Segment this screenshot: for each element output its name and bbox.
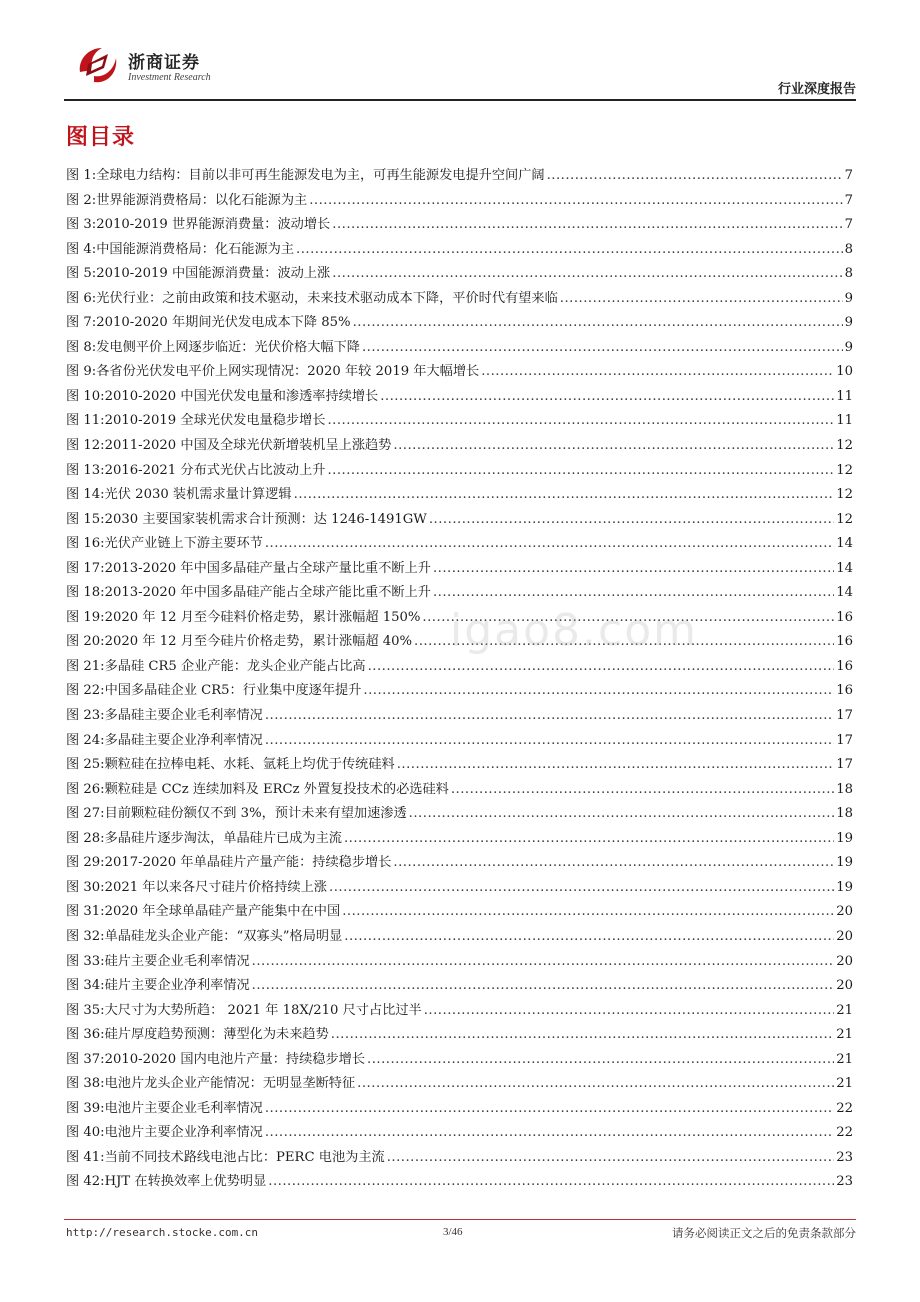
toc-entry[interactable] [66,434,853,459]
toc-entry-title: 中国多晶硅企业 CR5：行业集中度逐年提升 [104,683,362,699]
toc-entry-title: 发电侧平价上网逐步临近：光伏价格大幅下降 [96,339,360,355]
toc-entry-title: 颗粒硅在拉棒电耗、水耗、氩耗上均优于传统硅料 [104,757,395,773]
toc-entry-page: 9 [844,315,853,331]
toc-entry-page: 18 [836,806,853,822]
toc-dot-leader [344,827,834,852]
watermark: igao8.com [450,605,698,656]
toc-entry-page: 12 [836,462,853,478]
toc-entry-page: 7 [844,168,853,183]
toc-entry-label: 图 4: [66,241,97,257]
toc-entry-title: 单晶硅龙头企业产能：“双寡头”格局明显 [104,928,343,944]
toc-entry-title: 电池片主要企业毛利率情况 [104,1100,263,1116]
toc-dot-leader [363,679,834,704]
toc-entry[interactable] [66,925,853,950]
toc-dot-leader [294,483,835,508]
toc-dot-leader [268,1170,834,1195]
toc-entry-label: 图 27: [66,806,105,822]
toc-entry-label: 图 39: [66,1100,105,1116]
toc-entry-page: 23 [836,1149,853,1165]
toc-entry-title: 电池片龙头企业产能情况：无明显垄断特征 [104,1076,356,1092]
toc-entry-label: 图 38: [66,1076,105,1092]
toc-entry-page: 9 [844,290,853,306]
toc-entry-page: 14 [836,585,853,601]
toc-entry-title: 多晶硅主要企业毛利率情况 [104,708,263,724]
toc-entry[interactable] [66,238,853,263]
toc-entry-page: 19 [836,879,853,895]
toc-entry-page: 11 [836,413,853,429]
logo-english-name: Investment Research [128,72,211,83]
toc-entry[interactable] [66,704,853,729]
figure-toc-title: 图目录 [66,125,136,150]
toc-entry-page: 22 [836,1125,853,1141]
toc-entry[interactable] [66,1121,853,1146]
toc-dot-leader [329,876,834,901]
toc-entry-page: 12 [836,511,853,527]
toc-entry[interactable] [66,950,853,975]
toc-entry[interactable] [66,1146,853,1171]
toc-entry[interactable] [66,557,853,582]
toc-entry-page: 9 [844,339,853,355]
toc-entry-label: 图 21: [66,658,105,674]
toc-entry-title: 2010-2019 全球光伏发电量稳步增长 [104,413,326,429]
footer-divider [64,1219,856,1220]
toc-entry-page: 21 [836,1076,853,1092]
toc-entry-label: 图 5: [66,266,97,282]
toc-entry-title: 目前颗粒硅份额仅不到 3%，预计未来有望加速渗透 [104,806,407,822]
toc-dot-leader [265,532,834,557]
toc-dot-leader [387,1146,835,1171]
toc-dot-leader [433,557,834,582]
toc-entry[interactable] [66,483,853,508]
toc-entry-label: 图 35: [66,1002,105,1018]
toc-entry-title: 2020 年 12 月至今硅片价格走势，累计涨幅超 40% [104,634,413,650]
toc-entry-label: 图 23: [66,708,105,724]
toc-entry-page: 20 [836,953,853,969]
toc-entry-title: 2030 主要国家装机需求合计预测：达 1246-1491GW [104,511,427,527]
toc-entry-label: 图 28: [66,830,105,846]
toc-entry-title: 多晶硅片逐步淘汰，单晶硅片已成为主流 [104,830,342,846]
toc-entry-label: 图 10: [66,388,105,404]
toc-dot-leader [433,581,834,606]
toc-dot-leader [265,1097,834,1122]
toc-entry-title: 硅片主要企业毛利率情况 [104,953,250,969]
header-divider [64,99,856,101]
toc-entry-label: 图 17: [66,560,105,576]
toc-entry-label: 图 40: [66,1125,105,1141]
toc-entry-label: 图 25: [66,757,105,773]
toc-entry[interactable] [66,581,853,606]
toc-entry-title: 光伏产业链上下游主要环节 [104,536,263,552]
toc-entry-page: 16 [836,683,853,699]
toc-entry-page: 17 [836,757,853,773]
toc-entry-label: 图 11: [66,413,105,429]
toc-entry[interactable] [66,876,853,901]
toc-dot-leader [252,950,835,975]
toc-entry-label: 图 3: [66,217,97,233]
logo-chinese-name: 浙商证券 [128,53,200,73]
toc-entry[interactable] [66,827,853,852]
toc-entry-title: 2013-2020 年中国多晶硅产能占全球产能比重不断上升 [104,585,431,601]
toc-dot-leader [327,409,834,434]
toc-entry[interactable] [66,679,853,704]
toc-entry[interactable] [66,1048,853,1073]
toc-dot-leader [332,213,842,238]
toc-dot-leader [547,164,843,189]
toc-entry-title: 硅片厚度趋势预测：薄型化为未来趋势 [104,1027,329,1043]
toc-entry[interactable] [66,974,853,999]
toc-dot-leader [327,459,834,484]
toc-entry[interactable] [66,262,853,287]
toc-entry[interactable] [66,1170,853,1195]
toc-entry[interactable] [66,213,853,238]
toc-dot-leader [409,802,835,827]
toc-entry-title: 2010-2020 国内电池片产量：持续稳步增长 [104,1051,366,1067]
toc-dot-leader [560,287,843,312]
toc-entry[interactable] [66,311,853,336]
toc-entry[interactable] [66,802,853,827]
toc-dot-leader [362,336,843,361]
toc-dot-leader [344,925,834,950]
toc-entry-label: 图 29: [66,855,105,871]
toc-entry[interactable] [66,729,853,754]
toc-entry-label: 图 14: [66,487,105,503]
toc-entry-page: 12 [836,487,853,503]
toc-dot-leader [309,189,842,214]
toc-entry[interactable] [66,1072,853,1097]
toc-entry-page: 22 [836,1100,853,1116]
toc-dot-leader [367,1048,834,1073]
toc-entry[interactable] [66,1097,853,1122]
toc-entry-label: 图 1: [66,168,97,183]
toc-entry-title: 多晶硅主要企业净利率情况 [104,732,263,748]
toc-entry-page: 21 [836,1027,853,1043]
footer-disclaimer: 请务必阅读正文之后的免责条款部分 [672,1226,856,1240]
toc-entry-page: 16 [836,658,853,674]
toc-dot-leader [393,851,834,876]
toc-entry-page: 10 [836,364,853,380]
toc-entry-label: 图 15: [66,511,105,527]
toc-entry-title: 光伏 2030 装机需求量计算逻辑 [104,487,292,503]
toc-entry-page: 14 [836,560,853,576]
toc-entry-label: 图 36: [66,1027,105,1043]
toc-entry-label: 图 34: [66,978,105,994]
toc-entry-page: 8 [844,241,853,257]
toc-entry[interactable] [66,900,853,925]
toc-dot-leader [393,434,834,459]
toc-entry[interactable] [66,336,853,361]
toc-dot-leader [429,508,834,533]
toc-entry-title: 2016-2021 分布式光伏占比波动上升 [104,462,326,478]
toc-entry-title: 中国能源消费格局：化石能源为主 [96,241,295,257]
report-type-label: 行业深度报告 [777,82,856,97]
toc-entry-title: 多晶硅 CR5 企业产能：龙头企业产能占比高 [104,658,366,674]
toc-entry-title: 颗粒硅是 CCz 连续加料及 ERCz 外置复投技术的必选硅料 [104,781,449,797]
toc-entry-label: 图 30: [66,879,105,895]
toc-entry-title: 2013-2020 年中国多晶硅产量占全球产量比重不断上升 [104,560,431,576]
toc-entry-title: 2011-2020 中国及全球光伏新增装机呈上涨趋势 [104,438,392,454]
toc-entry-label: 图 20: [66,634,105,650]
toc-entry-page: 8 [844,266,853,282]
toc-entry-page: 21 [836,1051,853,1067]
toc-entry-title: 光伏行业：之前由政策和技术驱动，未来技术驱动成本下降，平价时代有望来临 [96,290,558,306]
toc-entry-page: 11 [836,388,853,404]
toc-dot-leader [451,778,834,803]
toc-entry-page: 16 [836,634,853,650]
toc-entry-label: 图 8: [66,339,97,355]
toc-entry[interactable] [66,999,853,1024]
page-number: 3/46 [443,1226,463,1238]
toc-entry-title: 2017-2020 年单晶硅片产量产能：持续稳步增长 [104,855,392,871]
toc-entry-title: 世界能源消费格局：以化石能源为主 [96,192,308,208]
toc-dot-leader [424,999,834,1024]
toc-entry-page: 7 [844,217,853,233]
figure-toc-list [66,164,853,1195]
toc-entry-label: 图 6: [66,290,97,306]
toc-entry-label: 图 37: [66,1051,105,1067]
toc-dot-leader [357,1072,834,1097]
toc-entry-title: 2010-2019 世界能源消费量：波动增长 [96,217,331,233]
toc-dot-leader [380,385,834,410]
toc-entry-label: 图 7: [66,315,97,331]
toc-dot-leader [481,360,834,385]
toc-entry-page: 14 [836,536,853,552]
toc-entry-title: 2020 年全球单晶硅产量产能集中在中国 [104,904,341,920]
toc-entry-label: 图 12: [66,438,105,454]
toc-entry[interactable] [66,360,853,385]
toc-entry-label: 图 24: [66,732,105,748]
toc-dot-leader [397,753,834,778]
toc-entry[interactable] [66,778,853,803]
toc-dot-leader [353,311,843,336]
toc-entry[interactable] [66,851,853,876]
toc-entry[interactable] [66,287,853,312]
toc-entry-label: 图 18: [66,585,105,601]
toc-dot-leader [265,704,834,729]
toc-entry-title: 大尺寸为大势所趋： 2021 年 18X/210 尺寸占比过半 [104,1002,422,1018]
toc-entry-label: 图 13: [66,462,105,478]
toc-entry-label: 图 31: [66,904,105,920]
toc-entry-title: 2020 年 12 月至今硅料价格走势，累计涨幅超 150% [104,609,421,625]
toc-dot-leader [368,655,835,680]
toc-entry-page: 20 [836,978,853,994]
toc-entry-title: 电池片主要企业净利率情况 [104,1125,263,1141]
toc-entry-title: 2010-2019 中国能源消费量：波动上涨 [96,266,331,282]
toc-entry-title: 2010-2020 年期间光伏发电成本下降 85% [96,315,351,331]
toc-entry[interactable] [66,753,853,778]
toc-dot-leader [252,974,835,999]
toc-entry-label: 图 42: [66,1174,105,1190]
toc-dot-leader [331,1023,834,1048]
toc-entry-page: 21 [836,1002,853,1018]
toc-entry-page: 23 [836,1174,853,1190]
toc-entry-label: 图 33: [66,953,105,969]
toc-entry-page: 16 [836,609,853,625]
toc-dot-leader [296,238,843,263]
toc-entry[interactable] [66,385,853,410]
toc-entry-label: 图 9: [66,364,97,380]
toc-entry-page: 7 [844,192,853,208]
toc-entry[interactable] [66,532,853,557]
toc-entry-label: 图 16: [66,536,105,552]
toc-entry-page: 19 [836,830,853,846]
toc-entry-label: 图 41: [66,1149,105,1165]
toc-entry-page: 20 [836,928,853,944]
footer-url-link[interactable]: http://research.stocke.com.cn [66,1226,259,1239]
toc-dot-leader [265,1121,834,1146]
page-header [64,36,856,96]
toc-entry-title: 2010-2020 中国光伏发电量和渗透率持续增长 [104,388,379,404]
toc-entry-title: 各省份光伏发电平价上网实现情况：2020 年较 2019 年大幅增长 [96,364,480,380]
toc-entry-label: 图 26: [66,781,105,797]
zheshang-logo-icon [74,42,122,86]
toc-entry[interactable] [66,655,853,680]
toc-entry-page: 20 [836,904,853,920]
toc-entry-title: 2021 年以来各尺寸硅片价格持续上涨 [104,879,327,895]
toc-dot-leader [342,900,834,925]
toc-entry[interactable] [66,189,853,214]
toc-entry-title: 当前不同技术路线电池占比：PERC 电池为主流 [104,1149,385,1165]
toc-entry[interactable] [66,409,853,434]
toc-entry[interactable] [66,1023,853,1048]
toc-entry-page: 12 [836,438,853,454]
toc-entry-title: 全球电力结构：目前以非可再生能源发电为主，可再生能源发电提升空间广阔 [96,168,545,183]
toc-entry-label: 图 32: [66,928,105,944]
toc-entry-title: HJT 在转换效率上优势明显 [104,1174,267,1190]
toc-entry-label: 图 19: [66,609,105,625]
toc-entry-page: 17 [836,708,853,724]
toc-entry[interactable] [66,164,853,189]
toc-entry-page: 18 [836,781,853,797]
toc-entry-page: 19 [836,855,853,871]
toc-entry-page: 17 [836,732,853,748]
toc-dot-leader [332,262,842,287]
toc-dot-leader [265,729,834,754]
toc-entry-title: 硅片主要企业净利率情况 [104,978,250,994]
toc-entry[interactable] [66,508,853,533]
toc-entry-label: 图 2: [66,192,97,208]
toc-entry-label: 图 22: [66,683,105,699]
toc-entry[interactable] [66,459,853,484]
